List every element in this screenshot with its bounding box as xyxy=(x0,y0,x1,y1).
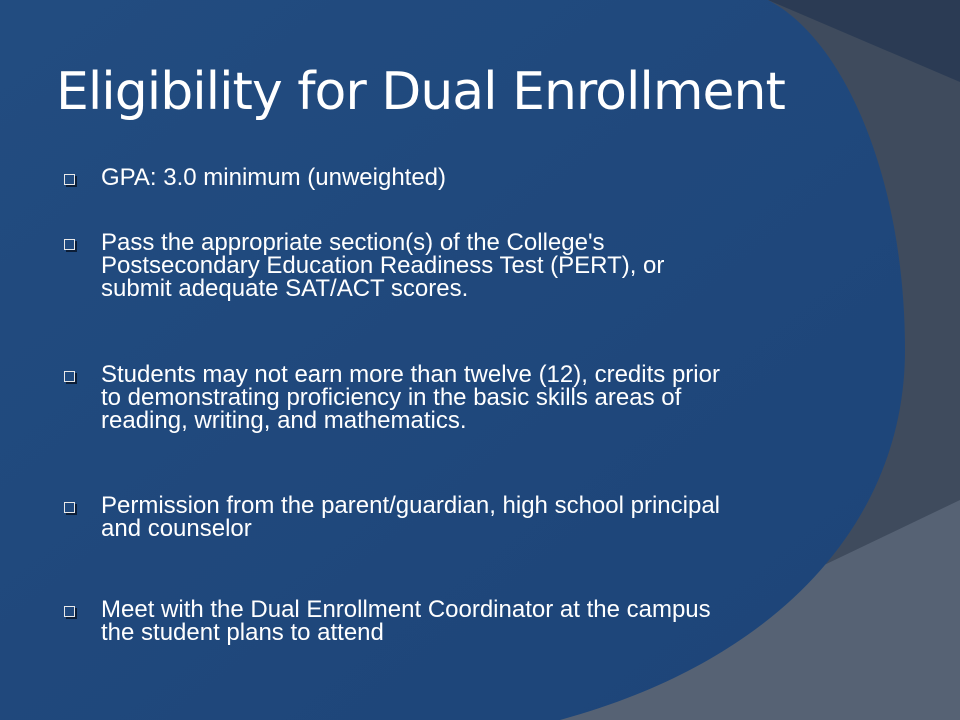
bullet-text: GPA: 3.0 minimum (unweighted) xyxy=(101,164,447,191)
bullet-text: Meet with the Dual Enrollment Coordinator at the campus the student plans to attend xyxy=(101,596,711,646)
bullet-gpa xyxy=(64,166,904,189)
hollow-square-icon xyxy=(64,606,75,617)
hollow-square-icon xyxy=(64,239,75,250)
bullet-credits xyxy=(64,363,904,432)
bullet-text: Permission from the parent/guardian, high school principal and counselor xyxy=(101,492,720,542)
hollow-square-icon xyxy=(64,502,75,513)
bullet-permission xyxy=(64,494,904,540)
hollow-square-icon xyxy=(64,371,75,382)
slide-title: Eligibility for Dual Enrollment xyxy=(56,62,785,122)
bullet-text: Students may not earn more than twelve (12), credits prior to demonstrating proficiency in the basic skills areas of reading, writing, and mathematics. xyxy=(101,361,720,434)
hollow-square-icon xyxy=(64,174,75,185)
bullet-text: Pass the appropriate section(s) of the College's Postsecondary Education Readiness Test (PERT), or submit adequate SAT/ACT scores. xyxy=(101,229,665,302)
bullet-pert xyxy=(64,231,904,300)
bullet-coordinator xyxy=(64,598,904,644)
